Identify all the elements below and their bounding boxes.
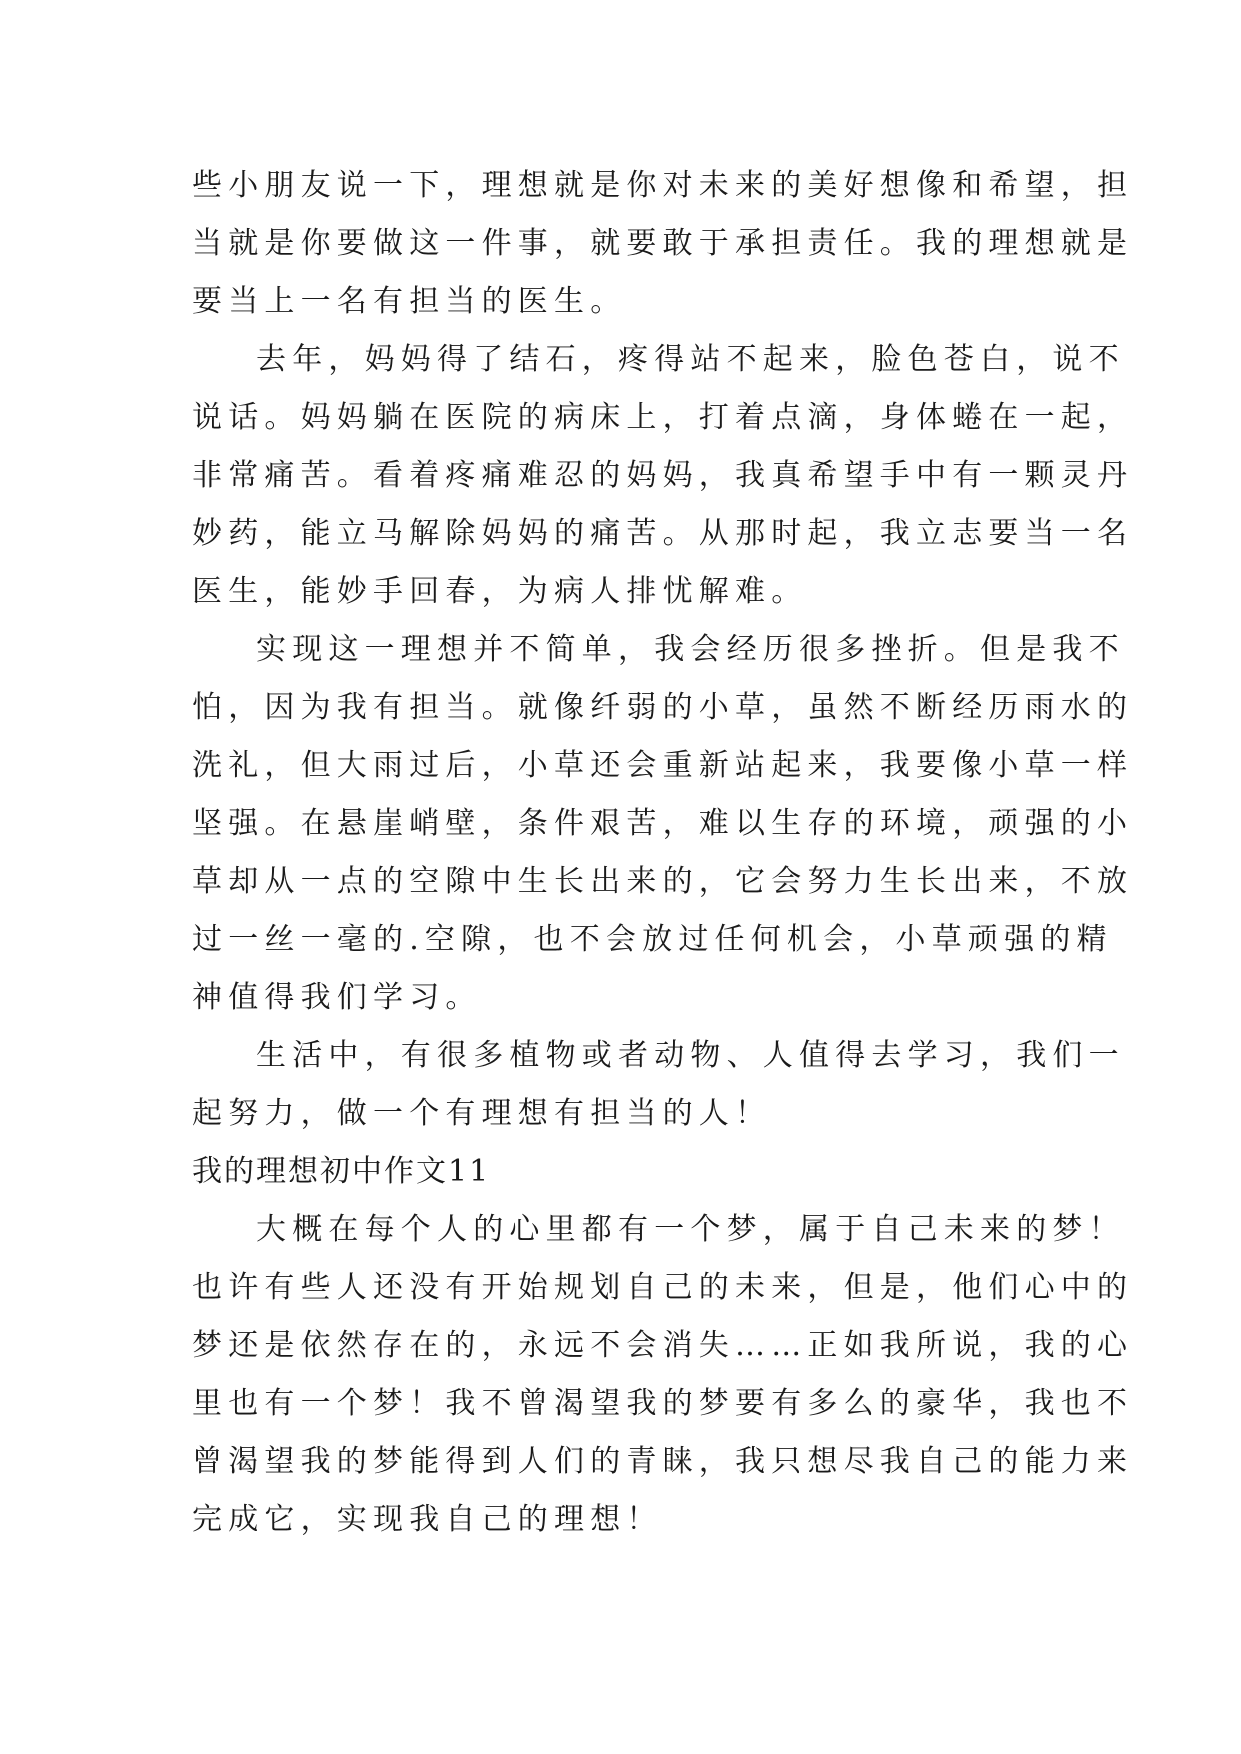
text-line: 洗礼，但大雨过后，小草还会重新站起来，我要像小草一样	[192, 748, 1134, 783]
text-line: 非常痛苦。看着疼痛难忍的妈妈，我真希望手中有一颗灵丹	[192, 458, 1134, 493]
document-body	[192, 157, 1134, 1549]
text-line: 大概在每个人的心里都有一个梦，属于自己未来的梦！	[256, 1212, 1125, 1247]
text-line: 当就是你要做这一件事，就要敢于承担责任。我的理想就是	[192, 226, 1134, 261]
text-line: 些小朋友说一下，理想就是你对未来的美好想像和希望，担	[192, 168, 1134, 203]
text-line: 实现这一理想并不简单，我会经历很多挫折。但是我不	[256, 632, 1125, 667]
text-line: 怕，因为我有担当。就像纤弱的小草，虽然不断经历雨水的	[192, 690, 1134, 725]
text-line: 过一丝一毫的.空隙，也不会放过任何机会，小草顽强的精	[192, 922, 1113, 957]
text-line: 去年，妈妈得了结石，疼得站不起来，脸色苍白，说不	[256, 342, 1125, 377]
text-line: 完成它，实现我自己的理想！	[192, 1502, 663, 1537]
text-line: 梦还是依然存在的，永远不会消失……正如我所说，我的心	[192, 1328, 1134, 1363]
text-line: 神值得我们学习。	[192, 980, 482, 1015]
text-line: 也许有些人还没有开始规划自己的未来，但是，他们心中的	[192, 1270, 1134, 1305]
text-line: 妙药，能立马解除妈妈的痛苦。从那时起，我立志要当一名	[192, 516, 1134, 551]
text-line: 要当上一名有担当的医生。	[192, 284, 627, 319]
text-line: 起努力，做一个有理想有担当的人！	[192, 1096, 772, 1131]
text-line: 医生，能妙手回春，为病人排忧解难。	[192, 574, 808, 609]
text-line: 说话。妈妈躺在医院的病床上，打着点滴，身体蜷在一起，	[192, 400, 1134, 435]
text-line: 坚强。在悬崖峭壁，条件艰苦，难以生存的环境，顽强的小	[192, 806, 1134, 841]
text-line: 曾渴望我的梦能得到人们的青睐，我只想尽我自己的能力来	[192, 1444, 1134, 1479]
text-line: 草却从一点的空隙中生长出来的，它会努力生长出来，不放	[192, 864, 1134, 899]
section-heading: 我的理想初中作文11	[192, 1154, 491, 1189]
text-line: 里也有一个梦！我不曾渴望我的梦要有多么的豪华，我也不	[192, 1386, 1134, 1421]
text-line: 生活中，有很多植物或者动物、人值得去学习，我们一	[256, 1038, 1125, 1073]
